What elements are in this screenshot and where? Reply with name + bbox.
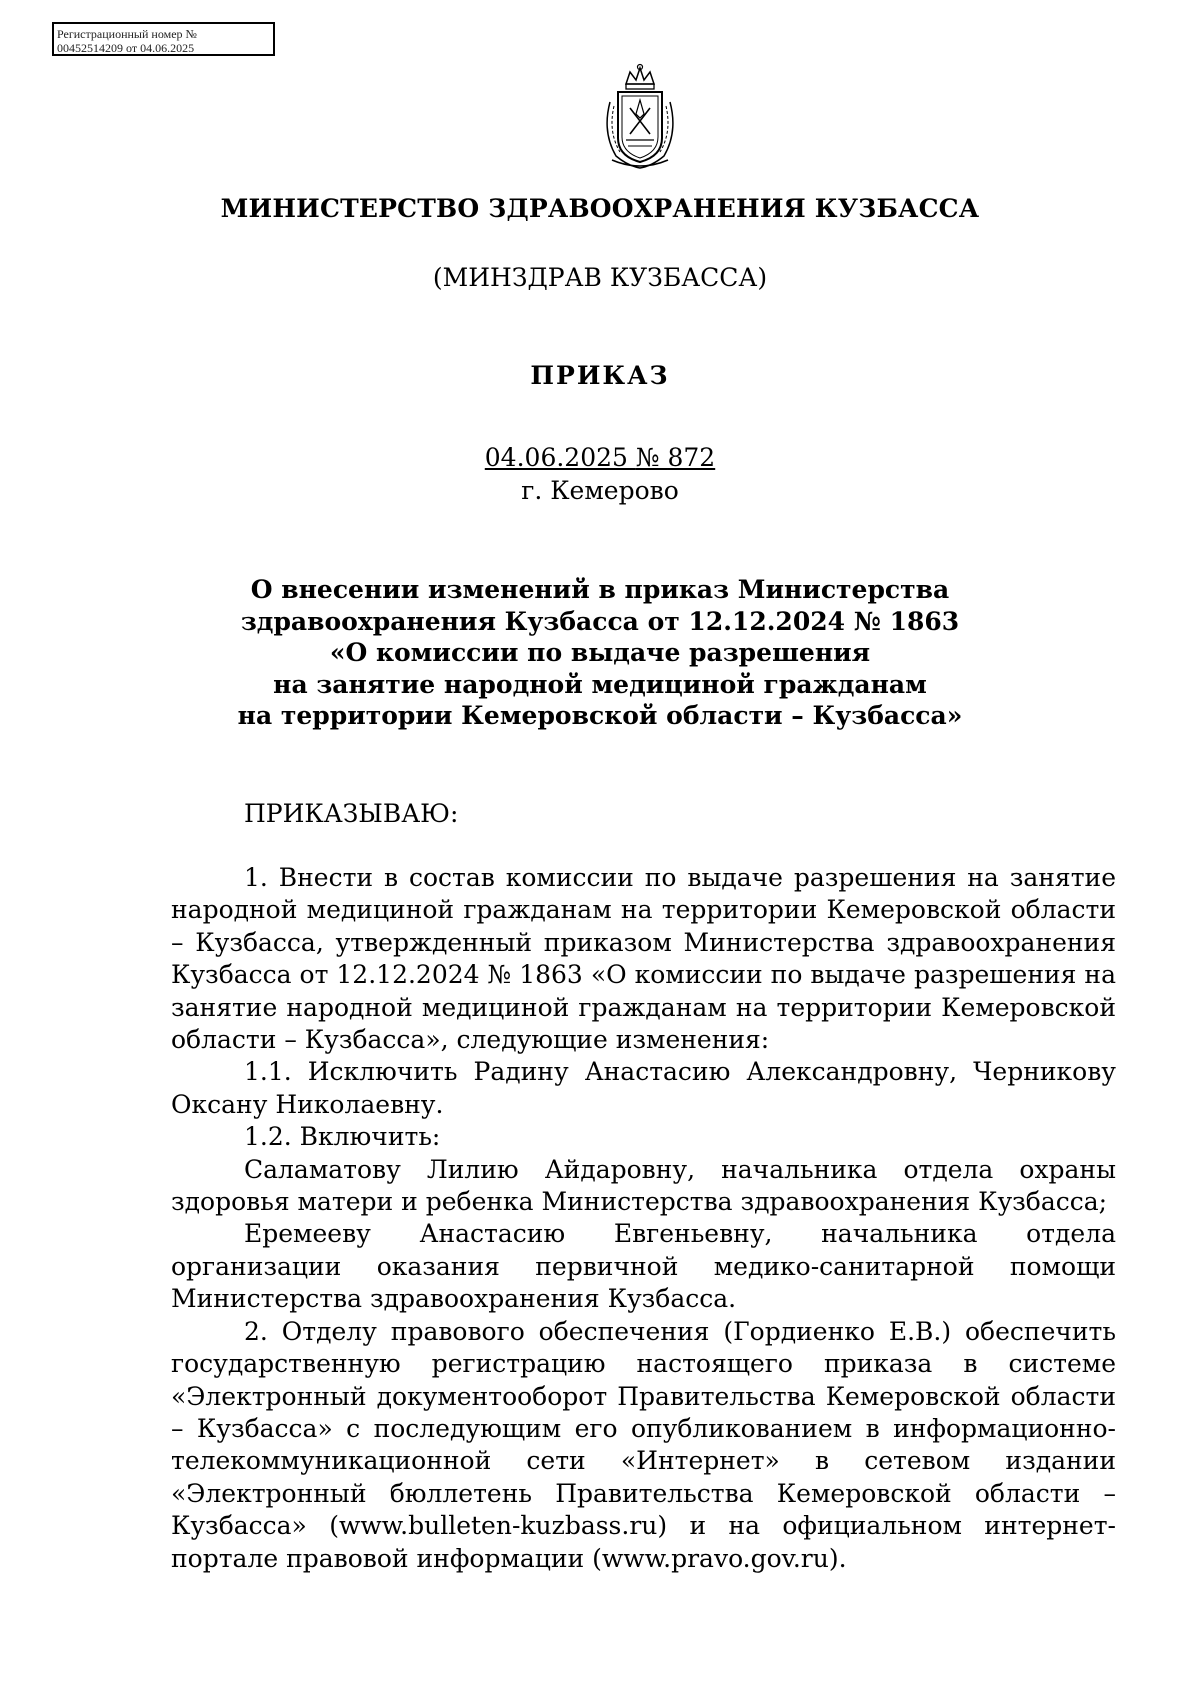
paragraph-1-1: 1.1. Исключить Радину Анастасию Александровну, Черникову Оксану Николаевну.	[171, 1057, 1116, 1119]
subject-line: на территории Кемеровской области – Кузбасса»	[237, 701, 963, 730]
paragraph-1: 1. Внести в состав комиссии по выдаче разрешения на занятие народной медициной гражданам на территории Кемеровской области – Кузбасса, утвержденный приказом Министерства здравоохранения Кузбасса от 12.12.2024 № 1863 «О комиссии по выдаче разрешения на занятие народной медициной гражданам на территории Кемеровской области – Кузбасса», следующие изменения:	[171, 863, 1116, 1055]
subject-line: на занятие народной медициной гражданам	[273, 669, 927, 699]
order-number: 872	[667, 443, 716, 472]
document-type: ПРИКАЗ	[530, 361, 670, 390]
paragraph-2: 2. Отделу правового обеспечения (Гордиенко Е.В.) обеспечить государственную регистрацию настоящего приказа в системе «Электронный документооборот Правительства Кемеровской области – Кузбасса» с последующим его опубликованием в информационно-телекоммуникационной сети «Интернет» в сетевом издании «Электронный бюллетень Правительства Кемеровской области – Кузбасса» (www.bulleten-kuzbass.ru) и на официальном интернет-портале правовой информации (www.pravo.gov.ru).	[171, 1316, 1116, 1573]
ministry-name: МИНИСТЕРСТВО ЗДРАВООХРАНЕНИЯ КУЗБАССА	[220, 194, 980, 223]
subject-line: «О комиссии по выдаче разрешения	[329, 638, 871, 667]
paragraph-1-2: 1.2. Включить:	[244, 1122, 441, 1152]
coat-of-arms-icon	[596, 62, 684, 170]
paragraph-1-2-item: Саламатову Лилию Айдаровну, начальника отдела охраны здоровья матери и ребенка Министерства здравоохранения Кузбасса;	[171, 1154, 1116, 1217]
order-body	[171, 862, 1116, 1575]
city: г. Кемерово	[521, 476, 679, 505]
date-number-line	[0, 443, 1200, 472]
registration-stamp	[52, 22, 275, 56]
subject-line: здравоохранения Кузбасса от 12.12.2024 № 1863	[240, 606, 960, 636]
order-subject	[0, 574, 1200, 732]
ministry-short-name: (МИНЗДРАВ КУЗБАССА)	[432, 263, 768, 292]
order-date: 04.06.2025	[484, 443, 636, 472]
subject-line: О внесении изменений в приказ Министерства	[250, 575, 950, 604]
paragraph-1-2-item: Еремееву Анастасию Евгеньевну, начальника отдела организации оказания первичной медико-санитарной помощи Министерства здравоохранения Кузбасса.	[171, 1219, 1116, 1314]
registration-label: Регистрационный номер №	[57, 27, 197, 41]
number-sign: №	[635, 443, 668, 472]
registration-number: 00452514209 от 04.06.2025	[57, 41, 195, 55]
command-word: ПРИКАЗЫВАЮ:	[244, 799, 459, 828]
